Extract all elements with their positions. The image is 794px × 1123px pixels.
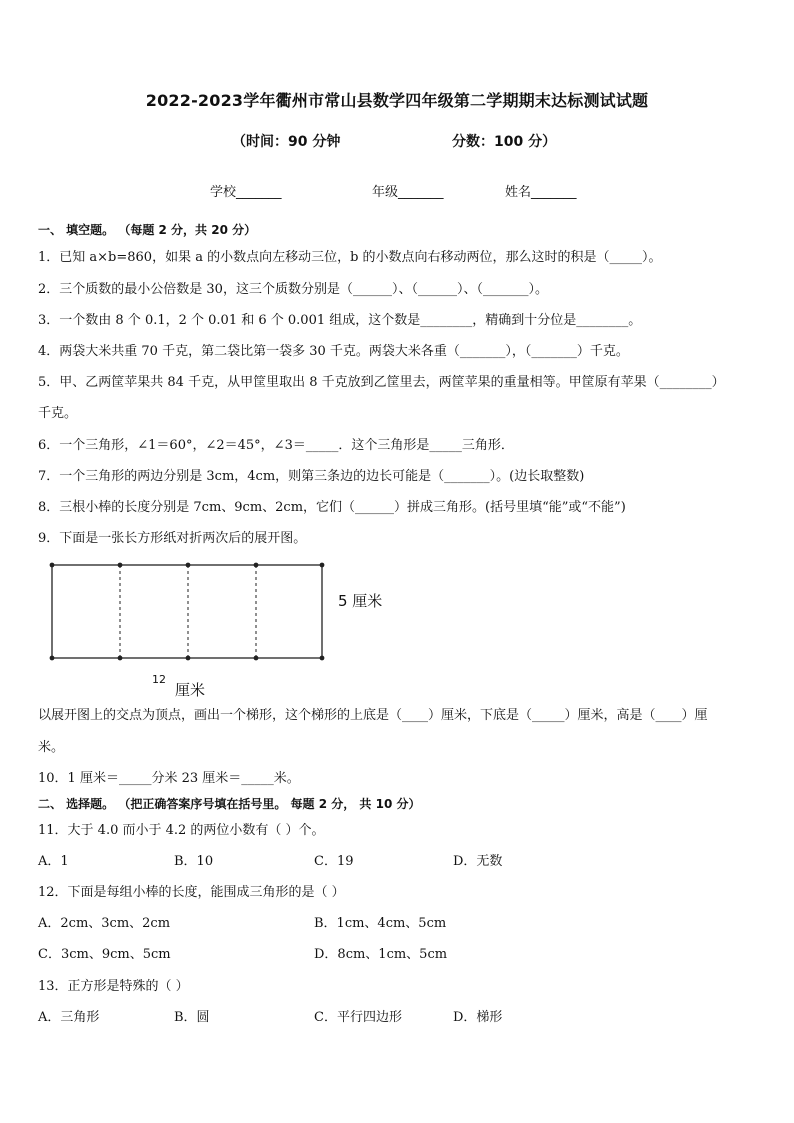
figure-height-label: 5 厘米 [338,592,383,610]
figure-width-unit: 厘米 [175,681,206,699]
q12-option-d: D．8cm、1cm、5cm [314,947,448,962]
vertex-dot [118,656,123,661]
question-3: 3．一个数由 8 个 0.1，2 个 0.01 和 6 个 0.001 组成，这个数是________，精确到十分位是________。 [38,313,642,328]
q11-option-c: C．19 [314,854,354,869]
vertex-dot [50,656,55,661]
question-9-task: 以展开图上的交点为顶点，画出一个梯形，这个梯形的上底是（____）厘米，下底是（_____）厘米，高是（____）厘 [38,708,708,723]
name-field: 姓名_______ [505,185,577,200]
q13-option-d: D．梯形 [453,1010,503,1025]
page-title: 2022-2023学年衢州市常山县数学四年级第二学期期末达标测试试题 [145,91,649,110]
vertex-dot [118,563,123,568]
section2-heading: 二、 选择题。 （把正确答案序号填在括号里。 每题 2 分， 共 10 分） [38,797,421,811]
question-9: 9．下面是一张长方形纸对折两次后的展开图。 [38,531,307,546]
q11-option-d: D．无数 [453,854,503,869]
question-2: 2．三个质数的最小公倍数是 30，这三个质数分别是（______）、（______）、（_______）。 [38,282,548,297]
question-6: 6．一个三角形，∠1＝60°，∠2＝45°，∠3＝_____．这个三角形是_____三角形． [38,438,514,453]
q13-option-b: B．圆 [174,1010,210,1025]
question-9-task-cont: 米。 [38,740,65,755]
vertex-dot [186,563,191,568]
question-5-cont: 千克。 [38,406,78,421]
q12-option-a: A．2cm、3cm、2cm [38,916,171,931]
q12-option-b: B．1cm、4cm、5cm [314,916,447,931]
vertex-dot [320,656,325,661]
question-7: 7．一个三角形的两边分别是 3cm，4cm，则第三条边的边长可能是（_______）。(边长取整数) [38,469,585,484]
grade-field: 年级_______ [372,185,444,200]
vertex-dot [254,656,259,661]
school-field: 学校_______ [210,185,282,200]
vertex-dot [50,563,55,568]
vertex-dot [186,656,191,661]
question-5: 5．甲、乙两筐苹果共 84 千克，从甲筐里取出 8 千克放到乙筐里去，两筐苹果的重量相等。甲筐原有苹果（________） [38,375,725,390]
figure-width-number: 12 [152,673,166,686]
q13-option-a: A．三角形 [38,1010,100,1025]
exam-score: 分数：100 分） [452,134,557,150]
question-10: 10．1 厘米＝_____分米 23 厘米＝_____米。 [38,771,300,786]
rectangle-outline [52,565,322,658]
vertex-dot [254,563,259,568]
vertex-dot [320,563,325,568]
question-12: 12．下面是每组小棒的长度，能围成三角形的是（ ） [38,885,345,900]
question-11: 11．大于 4.0 而小于 4.2 的两位小数有（ ）个。 [38,823,325,838]
q12-option-c: C．3cm、9cm、5cm [38,947,171,962]
question-13: 13．正方形是特殊的（ ） [38,979,189,994]
question-8: 8．三根小棒的长度分别是 7cm、9cm、2cm，它们（______）拼成三角形。(括号里填“能”或“不能”) [38,500,626,515]
q11-option-a: A．1 [38,854,69,869]
q11-option-b: B．10 [174,854,214,869]
section1-heading: 一、 填空题。 （每题 2 分，共 20 分） [38,223,257,237]
q13-option-c: C．平行四边形 [314,1010,402,1025]
question-4: 4．两袋大米共重 70 千克，第二袋比第一袋多 30 千克。两袋大米各重（_______），（_______）千克。 [38,344,629,359]
exam-time: （时间：90 分钟 [232,134,341,150]
question-1: 1．已知 a×b=860，如果 a 的小数点向左移动三位，b 的小数点向右移动两位，那么这时的积是（_____）。 [38,250,662,265]
